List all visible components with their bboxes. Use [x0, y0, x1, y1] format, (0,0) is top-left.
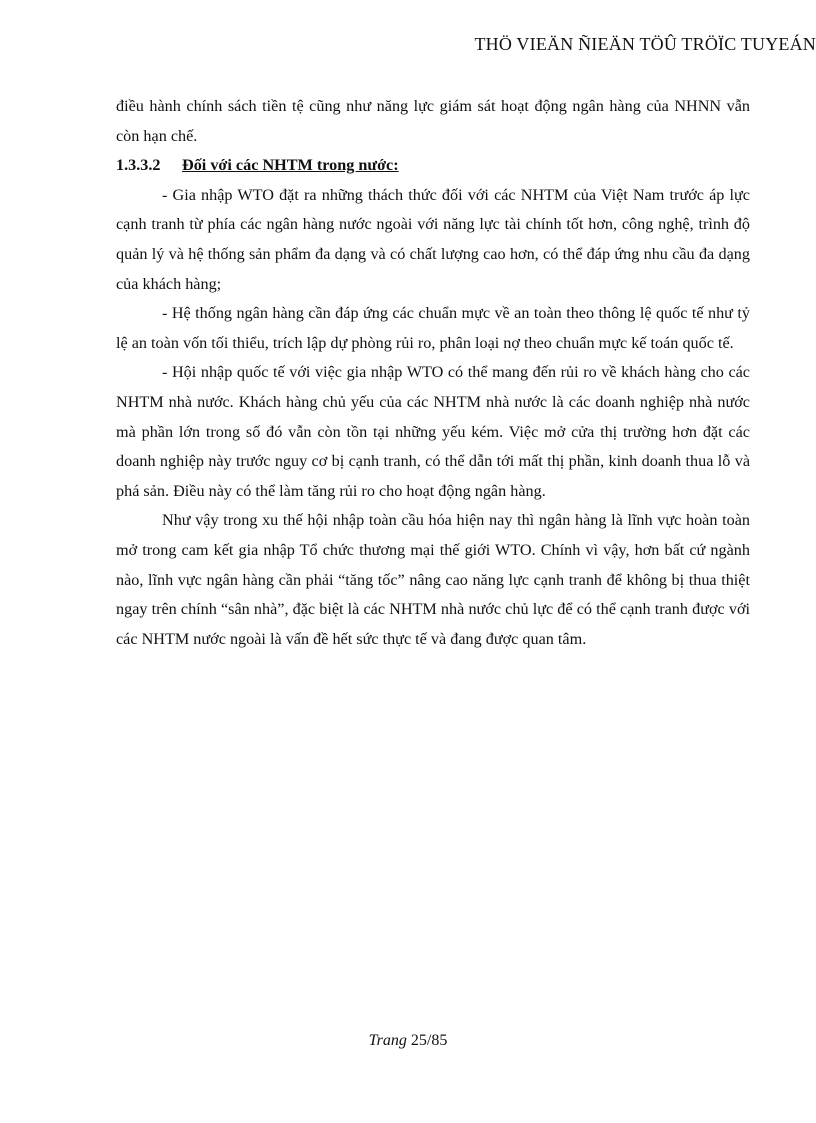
paragraph-safety-standards: - Hệ thống ngân hàng cần đáp ứng các chuẩn mực về an toàn theo thông lệ quốc tế như tỷ lệ an toàn vốn tối thiểu, trích lập dự phòng rủi ro, phân loại nợ theo chuẩn mực kế toán quốc tế.	[116, 304, 750, 352]
header-title: THÖ VIEÄN ÑIEÄN TÖÛ TRÖÏC TUYEÁN	[474, 34, 816, 54]
page-content	[116, 92, 750, 654]
page-footer	[0, 1032, 816, 1050]
section-heading	[116, 151, 750, 181]
intro-paragraph: điều hành chính sách tiền tệ cũng như năng lực giám sát hoạt động ngân hàng của NHNN vẫn còn hạn chế.	[116, 97, 750, 145]
paragraph-customer-risk: - Hội nhập quốc tế với việc gia nhập WTO có thể mang đến rủi ro về khách hàng cho các NHTM nhà nước. Khách hàng chủ yếu của các NHTM nhà nước là các doanh nghiệp nhà nước mà phần lớn trong số đó vẫn còn tồn tại những yếu kém. Việc mở cửa thị trường hơn đặt các doanh nghiệp này trước nguy cơ bị cạnh tranh, có thể dẫn tới mất thị phần, kinh doanh thua lỗ và phá sản. Điều này có thể làm tăng rủi ro cho hoạt động ngân hàng.	[116, 363, 750, 500]
section-title: Đối với các NHTM trong nước:	[182, 156, 399, 175]
section-number: 1.3.3.2	[116, 156, 161, 175]
page-number: 25/85	[410, 1032, 448, 1049]
paragraph-conclusion: Như vậy trong xu thế hội nhập toàn cầu hóa hiện nay thì ngân hàng là lĩnh vực hoàn toàn mở trong cam kết gia nhập Tổ chức thương mại thế giới WTO. Chính vì vậy, hơn bất cứ ngành nào, lĩnh vực ngân hàng cần phải “tăng tốc” nâng cao năng lực cạnh tranh để không bị thua thiệt ngay trên chính “sân nhà”, đặc biệt là các NHTM nhà nước chủ lực để có thể cạnh tranh được với các NHTM nước ngoài là vấn đề hết sức thực tế và đang được quan tâm.	[116, 511, 750, 648]
page-label: Trang	[368, 1032, 407, 1049]
paragraph-wto-challenges: - Gia nhập WTO đặt ra những thách thức đối với các NHTM của Việt Nam trước áp lực cạnh tranh từ phía các ngân hàng nước ngoài với năng lực tài chính tốt hơn, công nghệ, trình độ quản lý và hệ thống sản phẩm đa dạng và có chất lượng cao hơn, có thể đáp ứng nhu cầu đa dạng của khách hàng;	[116, 185, 750, 293]
